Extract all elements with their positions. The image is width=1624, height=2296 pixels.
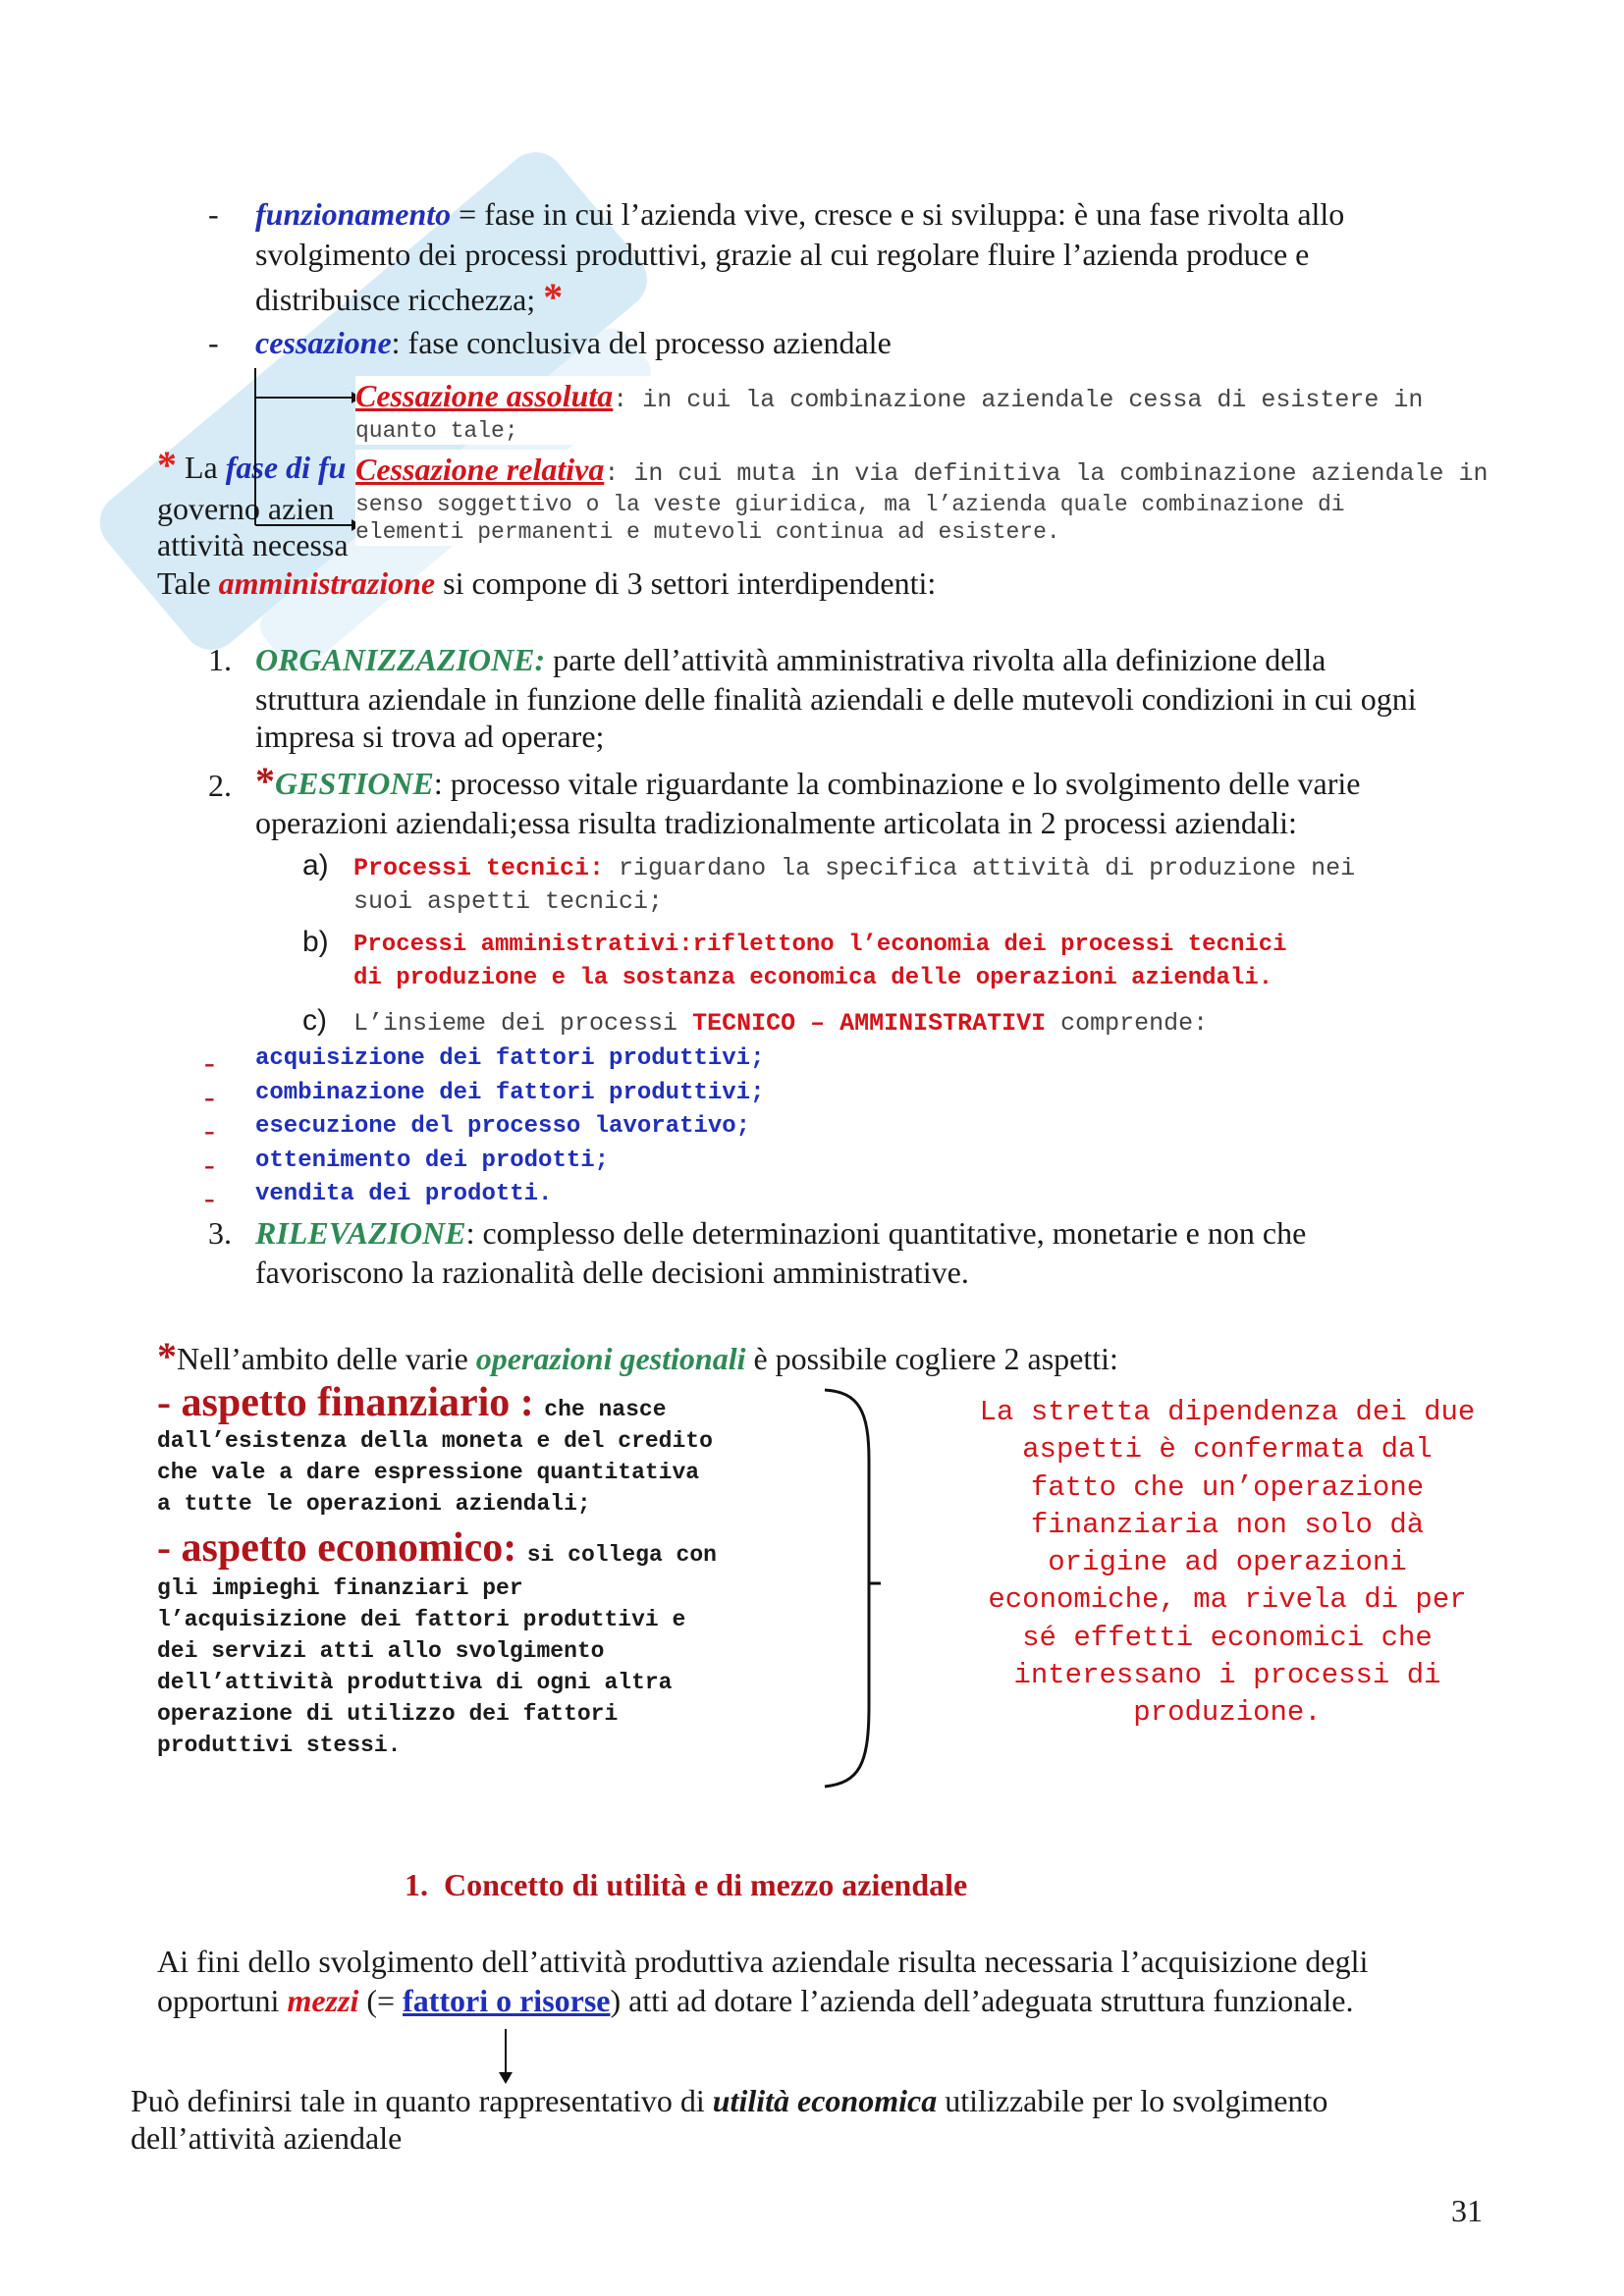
funzionamento-line-1: funzionamento = fase in cui l’azienda vive, cresce e si sviluppa: è una fase rivolta allo bbox=[255, 196, 1345, 232]
funzionamento-line-2: svolgimento dei processi produttivi, grazie al cui regolare fluire l’azienda produce e bbox=[255, 237, 1310, 272]
item-c-marker: c) bbox=[302, 1004, 327, 1037]
gestione-line-1: *GESTIONE: processo vitale riguardante la combinazione e lo svolgimento delle varie bbox=[255, 759, 1361, 803]
organizzazione-line-1: ORGANIZZAZIONE: parte dell’attività amministrativa rivolta alla definizione della bbox=[255, 642, 1326, 677]
item-b-marker: b) bbox=[302, 926, 329, 958]
gestione-line-2: operazioni aziendali;essa risulta tradizionalmente articolata in 2 processi aziendali: bbox=[255, 805, 1297, 840]
list-item: - ottenimento dei prodotti; bbox=[204, 1146, 610, 1182]
processi-amministrativi-line-2: di produzione e la sostanza economica delle operazioni aziendali. bbox=[353, 965, 1273, 991]
item-a-marker: a) bbox=[302, 849, 329, 881]
amministrazione-intro: Tale amministrazione si compone di 3 settori interdipendenti: bbox=[157, 565, 937, 601]
cessazione-assoluta: Cessazione assoluta: in cui la combinazione aziendale cessa di esistere in quanto tale; bbox=[355, 378, 1424, 444]
note-line-2: governo azien bbox=[157, 491, 335, 526]
mezzi-line-2: opportuni mezzi (= fattori o risorse) atti ad dotare l’azienda dell’adeguata struttura funzionale. bbox=[157, 1983, 1354, 2018]
mezzi-line-1: Ai fini dello svolgimento dell’attività produttiva aziendale risulta necessaria l’acquisizione degli bbox=[157, 1944, 1369, 1979]
list-item: - esecuzione del processo lavorativo; bbox=[204, 1112, 751, 1148]
aspetti-intro: *Nell’ambito delle varie operazioni gestionali è possibile cogliere 2 aspetti: bbox=[157, 1334, 1118, 1378]
note-line-1: * La fase di fu bbox=[157, 443, 347, 487]
organizzazione-line-3: impresa si trova ad operare; bbox=[255, 719, 605, 754]
definizione-line-1: Può definirsi tale in quanto rappresentativo di utilità economica utilizzabile per lo svolgimento bbox=[131, 2083, 1328, 2118]
processi-tecnici-line-1: Processi tecnici: riguardano la specifica attività di produzione nei bbox=[353, 854, 1356, 882]
rilevazione-line-2: favoriscono la razionalità delle decisioni amministrative. bbox=[255, 1255, 969, 1290]
fattori-link[interactable]: fattori o risorse bbox=[403, 1983, 611, 2018]
dipendenza-note: La stretta dipendenza dei due aspetti è confermata dal fatto che un’operazione finanziaria non solo dà origine ad operazioni economiche, ma rivela di per sé effetti economici che interessano i processi di produzione. bbox=[979, 1396, 1476, 1730]
list-number-3: 3. bbox=[208, 1215, 232, 1251]
note-line-3: attività necessa bbox=[157, 527, 349, 562]
list-number-1: 1. bbox=[208, 642, 232, 677]
section-heading: 1. Concetto di utilità e di mezzo aziendale bbox=[405, 1867, 968, 1902]
page-number: 31 bbox=[1451, 2193, 1483, 2228]
process-items-list bbox=[204, 1042, 765, 1215]
list-item: - acquisizione dei fattori produttivi; bbox=[204, 1044, 765, 1080]
processi-amministrativi-line-1: Processi amministrativi:riflettono l’economia dei processi tecnici bbox=[353, 932, 1287, 958]
list-item: - combinazione dei fattori produttivi; bbox=[204, 1078, 765, 1114]
down-arrow-icon bbox=[491, 2027, 520, 2086]
cessazione-connector bbox=[245, 363, 363, 535]
organizzazione-line-2: struttura aziendale in funzione delle finalità aziendali e delle mutevoli condizioni in cui ogni bbox=[255, 681, 1417, 717]
right-brace bbox=[820, 1382, 889, 1794]
list-number-2: 2. bbox=[208, 768, 232, 803]
cessazione-line: cessazione: fase conclusiva del processo aziendale bbox=[255, 325, 892, 360]
definizione-line-2: dell’attività aziendale bbox=[131, 2120, 403, 2156]
list-item: - vendita dei prodotti. bbox=[204, 1180, 553, 1215]
aspetti-block: - aspetto finanziario : che nasce dall’esistenza della moneta e del credito che vale a dare espressione quantitativa a tutte le operazioni aziendali; - aspetto economico: si collega con gli impieghi finanziari per l’acquisizione dei fattori produttivi e dei servizi atti allo svolgimento dell’attività produttiva di ogni altra operazione di utilizzo dei fattori produttivi stessi. bbox=[157, 1380, 717, 1758]
processi-tecnici-line-2: suoi aspetti tecnici; bbox=[353, 887, 664, 916]
cessazione-relativa: Cessazione relativa: in cui muta in via definitiva la combinazione aziendale in senso soggettivo o la veste giuridica, ma l’azienda quale combinazione di elementi permanenti e mutevoli continua ad esistere. bbox=[355, 450, 1491, 546]
funzionamento-line-3: distribuisce ricchezza; * bbox=[255, 275, 564, 319]
tecnico-amministrativi-line: L’insieme dei processi TECNICO – AMMINISTRATIVI comprende: bbox=[353, 1009, 1209, 1038]
dash-funzionamento: - bbox=[208, 196, 219, 232]
dash-cessazione: - bbox=[208, 325, 219, 360]
rilevazione-line-1: RILEVAZIONE: complesso delle determinazioni quantitative, monetarie e non che bbox=[255, 1215, 1307, 1251]
